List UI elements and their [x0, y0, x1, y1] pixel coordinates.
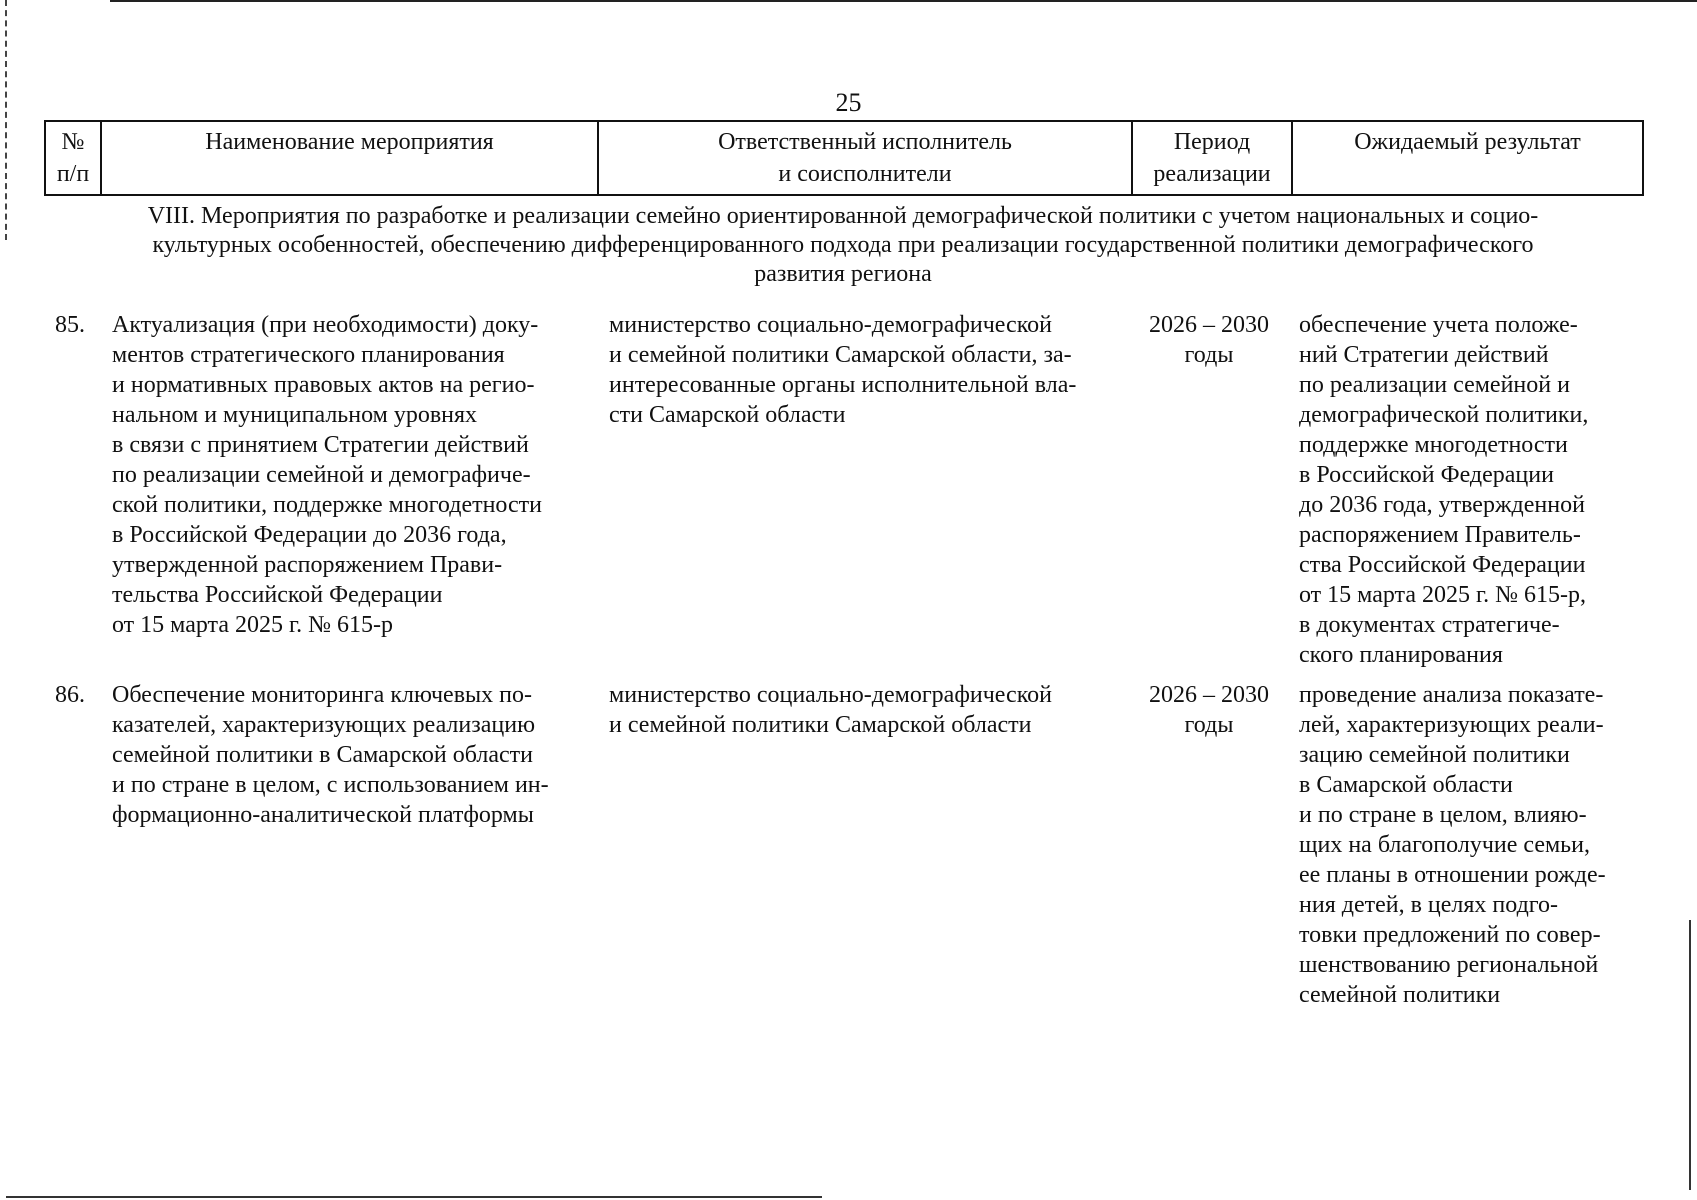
table-header-row: [45, 121, 1643, 195]
scan-border-right: [1689, 920, 1691, 1190]
scan-border-bottom: [6, 1196, 822, 1198]
row-activity-name: Актуализация (при необходимости) доку- ментов стратегического планирования и нормативных правовых актов на регио- нальном и муниципальном уровнях в связи с принятием Стратегии действий по реализации семейной и демографиче- ской политики, поддержке многодетности в Российской Федерации до 2036 года, утвержденной распоряжением Прави- тельства Российской Федерации от 15 марта 2025 г. № 615-р: [112, 312, 543, 638]
row-number: 85.: [55, 312, 85, 338]
row-executor: министерство социально-демографической и семейной политики Самарской области: [609, 682, 1052, 738]
column-header-name: Наименование мероприятия: [101, 121, 598, 195]
row-activity-name: Обеспечение мониторинга ключевых по- казателей, характеризующих реализацию семейной политики в Самарской области и по стране в целом, с использованием ин- формационно-аналитической платформы: [112, 682, 549, 828]
row-period: 2026 – 2030 годы: [1149, 312, 1269, 368]
column-header-period: Период реализации: [1132, 121, 1292, 195]
column-header-executor: Ответственный исполнитель и соисполнители: [598, 121, 1132, 195]
table-header: [44, 120, 1644, 196]
row-number: 86.: [55, 682, 85, 708]
column-header-result: Ожидаемый результат: [1292, 121, 1643, 195]
scan-border-top: [110, 0, 1697, 2]
page-number: 25: [835, 88, 862, 117]
row-expected-result: проведение анализа показате- лей, характеризующих реали- зацию семейной политики в Самарской области и по стране в целом, влияю- щих на благополучие семьи, ее планы в отношении рожде- ния детей, в целях подго- товки предложений по совер- шенствованию региональной семейной политики: [1299, 682, 1606, 1008]
column-header-number: № п/п: [45, 121, 101, 195]
scan-border-left: [5, 0, 9, 240]
row-expected-result: обеспечение учета положе- ний Стратегии действий по реализации семейной и демографической политики, поддержке многодетности в Российской Федерации до 2036 года, утвержденной распоряжением Правитель- ства Российской Федерации от 15 марта 2025 г. № 615-р, в документах стратегиче- ского планирования: [1299, 312, 1589, 668]
row-period: 2026 – 2030 годы: [1149, 682, 1269, 738]
row-executor: министерство социально-демографической и семейной политики Самарской области, за- интересованные органы исполнительной вла- сти Самарской области: [609, 312, 1077, 428]
section-title: VIII. Мероприятия по разработке и реализации семейно ориентированной демографической политики с учетом национальных и социо- культурных особенностей, обеспечению дифференцированного подхода при реализации государственной политики демографического развития региона: [147, 203, 1539, 287]
